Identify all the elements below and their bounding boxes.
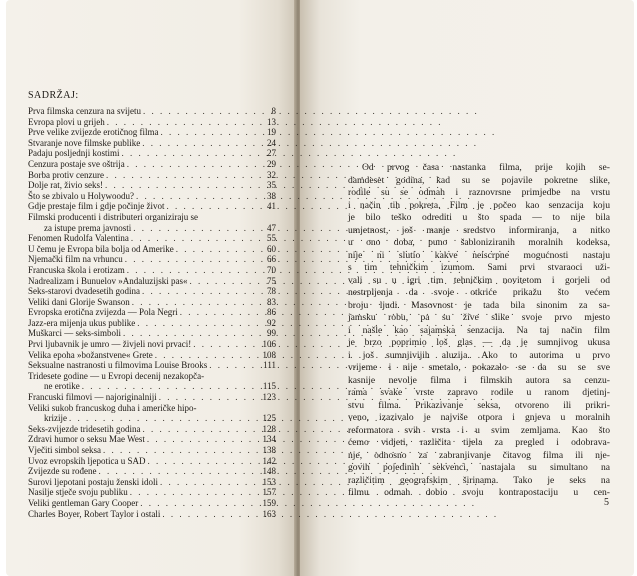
- toc-entry-page: 134: [262, 434, 276, 445]
- toc-entry-title: Padaju posljednji kostimi: [28, 148, 120, 159]
- text-line: govih pojedinih sekvenci, nastajala su simultano na: [348, 462, 610, 473]
- text-line: i način tih pokreta. Film je počeo kao senzacija koju: [348, 199, 610, 211]
- toc-entry-title: Veliki sukob francuskog duha i američke hipo-: [28, 402, 197, 413]
- toc-entry: [28, 339, 276, 350]
- toc-entry: [28, 381, 276, 392]
- toc-entry-title: Veliki gentleman Gary Cooper: [28, 497, 139, 508]
- toc-entry-page: 38: [267, 190, 276, 201]
- toc-entry-title: Njemački film na vrhuncu: [28, 254, 123, 265]
- toc-leader-dots: [164, 201, 256, 212]
- toc-entry-page: 163: [262, 508, 276, 519]
- toc-leader-dots: [104, 170, 256, 181]
- toc-entry-page: 47: [267, 222, 276, 233]
- toc-entry: [28, 244, 276, 255]
- toc-entry: [28, 117, 276, 128]
- text-line: jamsku robu, pa su žive slike svoje prvo mjesto: [348, 312, 610, 323]
- toc-leader-dots: [140, 138, 256, 149]
- toc-entry-page: 153: [262, 476, 276, 487]
- toc-entry-title: Seks-zvijezde tridesetih godina: [28, 423, 141, 434]
- toc-leader-dots: [80, 381, 256, 392]
- toc-entry-page: 70: [267, 264, 276, 275]
- toc-entry-page: 83: [267, 296, 276, 307]
- toc-entry: [28, 424, 276, 435]
- toc-entry-title: Nadrealizam i Bunuelov »Andaluzijski pas«: [28, 275, 188, 286]
- toc-leader-dots: [67, 413, 256, 424]
- toc-entry-title: Vječiti simbol seksa: [28, 445, 101, 455]
- text-line: nestrpljenja da svoje otkriće prikažu što većem: [348, 287, 610, 298]
- toc-entry-title: Charles Boyer, Robert Taylor i ostali: [28, 508, 161, 519]
- toc-entry-title: Uvoz evropskih ljepotica u SAD: [28, 455, 146, 466]
- text-line: kasnije nevolje filma i filmskih autora sa cenzu-: [348, 374, 610, 386]
- toc-leader-dots: [178, 307, 256, 318]
- toc-entry-title: Zdravi humor o seksu Mae West: [28, 434, 145, 445]
- toc-entry: [28, 212, 276, 223]
- toc-entry-title: Fenomen Rudolfa Valentina: [28, 233, 129, 244]
- toc-entry-title: Filmski producenti i distributeri organiziraju se: [28, 211, 199, 222]
- toc-entry-title: Evropska erotična zvijezda — Pola Negri: [28, 307, 178, 318]
- toc-entry-page: 125: [262, 413, 276, 424]
- toc-entry: [28, 191, 276, 202]
- toc-entry-page: 108: [262, 349, 276, 360]
- toc-leader-dots: [157, 392, 256, 403]
- toc-leader-dots: [138, 498, 256, 509]
- toc-leader-dots: [158, 127, 256, 138]
- toc-entry-title: Jazz-era mijenja ukus publike: [28, 317, 136, 328]
- text-line: reformatora svih vrsta i u svim zemljama. Kao što: [348, 424, 610, 436]
- toc-leader-dots: [191, 339, 256, 350]
- toc-entry-title: Stvaranje nove filmske publike: [28, 137, 141, 148]
- toc-entry: [28, 254, 276, 265]
- toc-entry: [28, 106, 276, 117]
- toc-entry-page: 35: [267, 180, 276, 191]
- toc-entry-title: Gdje prestaje film i gdje počinje život: [28, 201, 165, 212]
- toc-entry: [28, 456, 276, 467]
- toc-entry-title: Evropa plovi u grijeh: [28, 116, 105, 127]
- toc-entry-title: Cenzura postaje sve oštrija: [28, 158, 125, 169]
- toc-entry-title: Prve velike zvijezde erotičnog filma: [28, 127, 159, 138]
- toc-entry-title: Prvi ljubavnik je umro — živjeli novi prvaci!: [28, 339, 192, 350]
- toc-entry-page: 75: [267, 275, 276, 286]
- toc-entry-title: Velika epoha »božanstvene« Grete: [28, 349, 153, 360]
- toc-leader-dots: [145, 456, 256, 467]
- toc-entry-page: 99: [267, 328, 276, 339]
- text-line: nije ni slutio kakve neiscrpne mogućnosti nastaju: [348, 249, 610, 261]
- contents-heading: SADRŽAJ:: [28, 90, 79, 101]
- toc-entry-title: Nasilje stječe svoju publiku: [28, 487, 128, 498]
- toc-leader-dots: [187, 276, 256, 287]
- toc-entry: [28, 328, 276, 339]
- toc-entry-title: Veliki dani Glorije Swanson: [28, 296, 130, 307]
- toc-leader-dots: [140, 286, 256, 297]
- toc-entry: [28, 403, 276, 414]
- toc-entry-title: za istupe prema javnosti: [44, 222, 132, 233]
- toc-entry: [28, 170, 276, 181]
- toc-leader-dots: [125, 265, 256, 276]
- toc-entry: [28, 148, 276, 159]
- toc-leader-dots: [96, 466, 256, 477]
- toc-leader-dots: [101, 445, 256, 456]
- toc-entry-title: Prva filmska cenzura na svijetu: [28, 106, 141, 116]
- text-line: stvu filma. Prikazivanje seksa, otvoreno ili prikri-: [348, 399, 610, 411]
- toc-leader-dots: [135, 318, 256, 329]
- toc-entry-page: 27: [267, 148, 276, 159]
- toc-entry-title: Zvijezde su rođene: [28, 466, 97, 477]
- text-line: različitim geografskim širinama. Tako je seks na: [348, 474, 610, 486]
- toc-entry-page: 24: [267, 137, 276, 148]
- toc-entry-page: 86: [267, 307, 276, 318]
- toc-entry: [28, 138, 276, 149]
- toc-leader-dots: [120, 148, 257, 159]
- toc-entry: [28, 201, 276, 212]
- toc-entry: [28, 233, 276, 244]
- text-line: rodile su se odmah i raznovrsne primjedbe na vrstu: [348, 187, 610, 198]
- page-number: 5: [604, 497, 609, 508]
- toc-entry-title: U čemu je Evropa bila bolja od Amerike: [28, 243, 174, 254]
- toc-entry-page: 142: [262, 455, 276, 466]
- toc-entry-page: 41: [267, 201, 276, 212]
- toc-entry-title: Muškarci — seks-simboli: [28, 328, 121, 339]
- toc-entry: [28, 159, 276, 170]
- toc-entry-page: 157: [262, 487, 276, 498]
- text-line: ćemo vidjeti, različita tijela za pregled i odobrava-: [348, 437, 610, 448]
- toc-entry-page: 60: [267, 243, 276, 254]
- toc-entry-title: Dolje rat, živio seks!: [28, 180, 103, 191]
- text-line: damdeset godina, kad su se pojavile pokretne slike,: [348, 174, 610, 186]
- toc-entry-title: Što se zbivalo u Holywoodu?: [28, 190, 134, 201]
- toc-entry-page: 115: [262, 381, 276, 392]
- toc-entry: [28, 297, 276, 308]
- text-line: vrijeme i nije smetalo, pokazalo se da su se sve: [348, 362, 610, 373]
- toc-entry-page: 106: [262, 339, 276, 350]
- text-line: i još sumnjivijih aluzija. Ako to autorima u prvo: [348, 349, 610, 361]
- text-line: rama svake vrste zapravo rodile u ranom djetinj-: [348, 387, 610, 398]
- toc-entry-page: 13: [267, 116, 276, 127]
- text-line: veno, izazivalo je najviše otpora i gnjeva u moralnih: [348, 412, 610, 423]
- toc-entry-page: 78: [267, 286, 276, 297]
- toc-entry: [28, 307, 276, 318]
- toc-entry-page: 19: [267, 127, 276, 138]
- text-line: je brzo poprimio loš glas — da je sumnjivog ukusa: [348, 337, 610, 348]
- toc-entry-page: 148: [262, 466, 276, 477]
- text-line: je bilo teško odrediti u što spada — to nije bila: [348, 212, 610, 223]
- toc-entry: [28, 392, 276, 403]
- toc-leader-dots: [153, 350, 256, 361]
- toc-leader-dots: [158, 477, 256, 488]
- toc-entry: [28, 180, 276, 191]
- toc-leader-dots: [103, 180, 256, 191]
- toc-leader-dots: [160, 509, 256, 520]
- toc-entry-title: Seks-starovi dvadesetih godina: [28, 286, 140, 297]
- toc-entry: [28, 466, 276, 477]
- toc-entry: [28, 509, 276, 520]
- toc-entry: [28, 498, 276, 509]
- toc-entry-title: Tridesete godine — u Evropi decenij nezakopča-: [28, 370, 205, 381]
- toc-leader-dots: [145, 434, 256, 445]
- toc-entry: [28, 223, 276, 234]
- toc-entry-title: Francuska škola i erotizam: [28, 264, 125, 275]
- toc-entry-page: 128: [262, 423, 276, 434]
- toc-leader-dots: [125, 159, 256, 170]
- toc-entry: [28, 350, 276, 361]
- text-line: u ono doba, puno šabloniziranih moralnih kodeksa,: [348, 237, 610, 248]
- body-text: [348, 162, 610, 500]
- toc-entry: [28, 318, 276, 329]
- toc-leader-dots: [207, 360, 256, 371]
- toc-entry-title: krizije: [44, 413, 67, 424]
- toc-entry-page: 29: [267, 158, 276, 169]
- toc-entry: [28, 360, 276, 371]
- text-line: s tim tehničkim izumom. Sami prvi stvaraoci uži-: [348, 262, 610, 273]
- toc-leader-dots: [141, 106, 256, 117]
- toc-leader-dots: [174, 244, 256, 255]
- toc-entry-page: 8: [271, 106, 276, 116]
- toc-entry-title: Borba protiv cenzure: [28, 169, 104, 180]
- toc-leader-dots: [128, 487, 256, 498]
- toc-entry-page: 111: [263, 360, 276, 371]
- text-line: Od prvog časa nastanka filma, prije kojih se-: [362, 162, 610, 173]
- toc-leader-dots: [121, 328, 256, 339]
- toc-entry: [28, 477, 276, 488]
- toc-entry-page: 55: [267, 233, 276, 244]
- toc-leader-dots: [140, 424, 256, 435]
- toc-entry-title: ne erotike: [44, 381, 80, 392]
- text-line: vali su u igri tim tehničkim novitetom i gorjeli od: [348, 274, 610, 286]
- toc-entry-page: 92: [267, 317, 276, 328]
- toc-entry: [28, 371, 276, 382]
- toc-leader-dots: [123, 254, 256, 265]
- toc-entry-title: Seksualne nastranosti u filmovima Louise Brooks: [28, 360, 208, 371]
- toc-entry: [28, 434, 276, 445]
- toc-entry-page: 123: [262, 392, 276, 403]
- toc-entry: [28, 445, 276, 456]
- toc-leader-dots: [131, 223, 256, 234]
- table-of-contents: [28, 106, 276, 519]
- toc-entry-page: 66: [267, 254, 276, 265]
- text-line: filmu odmah dobio svoju kontrapostaciju u cen-: [348, 487, 610, 498]
- toc-entry-page: 32: [267, 169, 276, 180]
- toc-leader-dots: [129, 233, 256, 244]
- toc-leader-dots: [105, 117, 256, 128]
- toc-leader-dots: [134, 191, 256, 202]
- toc-entry-title: Francuski filmovi — najoriginalniji: [28, 392, 157, 403]
- toc-entry: [28, 276, 276, 287]
- toc-entry: [28, 127, 276, 138]
- toc-entry-page: 138: [262, 445, 276, 455]
- toc-leader-dots: [130, 297, 256, 308]
- toc-entry: [28, 487, 276, 498]
- text-line: umjetnost, još manje sredstvo informiranja, a nitko: [348, 224, 610, 236]
- toc-entry-page: 159: [262, 497, 276, 508]
- toc-entry: [28, 413, 276, 424]
- toc-entry: [28, 265, 276, 276]
- toc-entry-title: Surovi ljepotani postaju ženski idoli: [28, 476, 158, 487]
- text-line: nje, odnosno za zabranjivanje čitavog filma ili nje-: [348, 449, 610, 461]
- text-line: i našle kao sajamska senzacija. Na taj način film: [348, 324, 610, 336]
- text-line: broju ljudi. Masovnost je tada bila sinonim za sa-: [348, 299, 610, 311]
- toc-entry: [28, 286, 276, 297]
